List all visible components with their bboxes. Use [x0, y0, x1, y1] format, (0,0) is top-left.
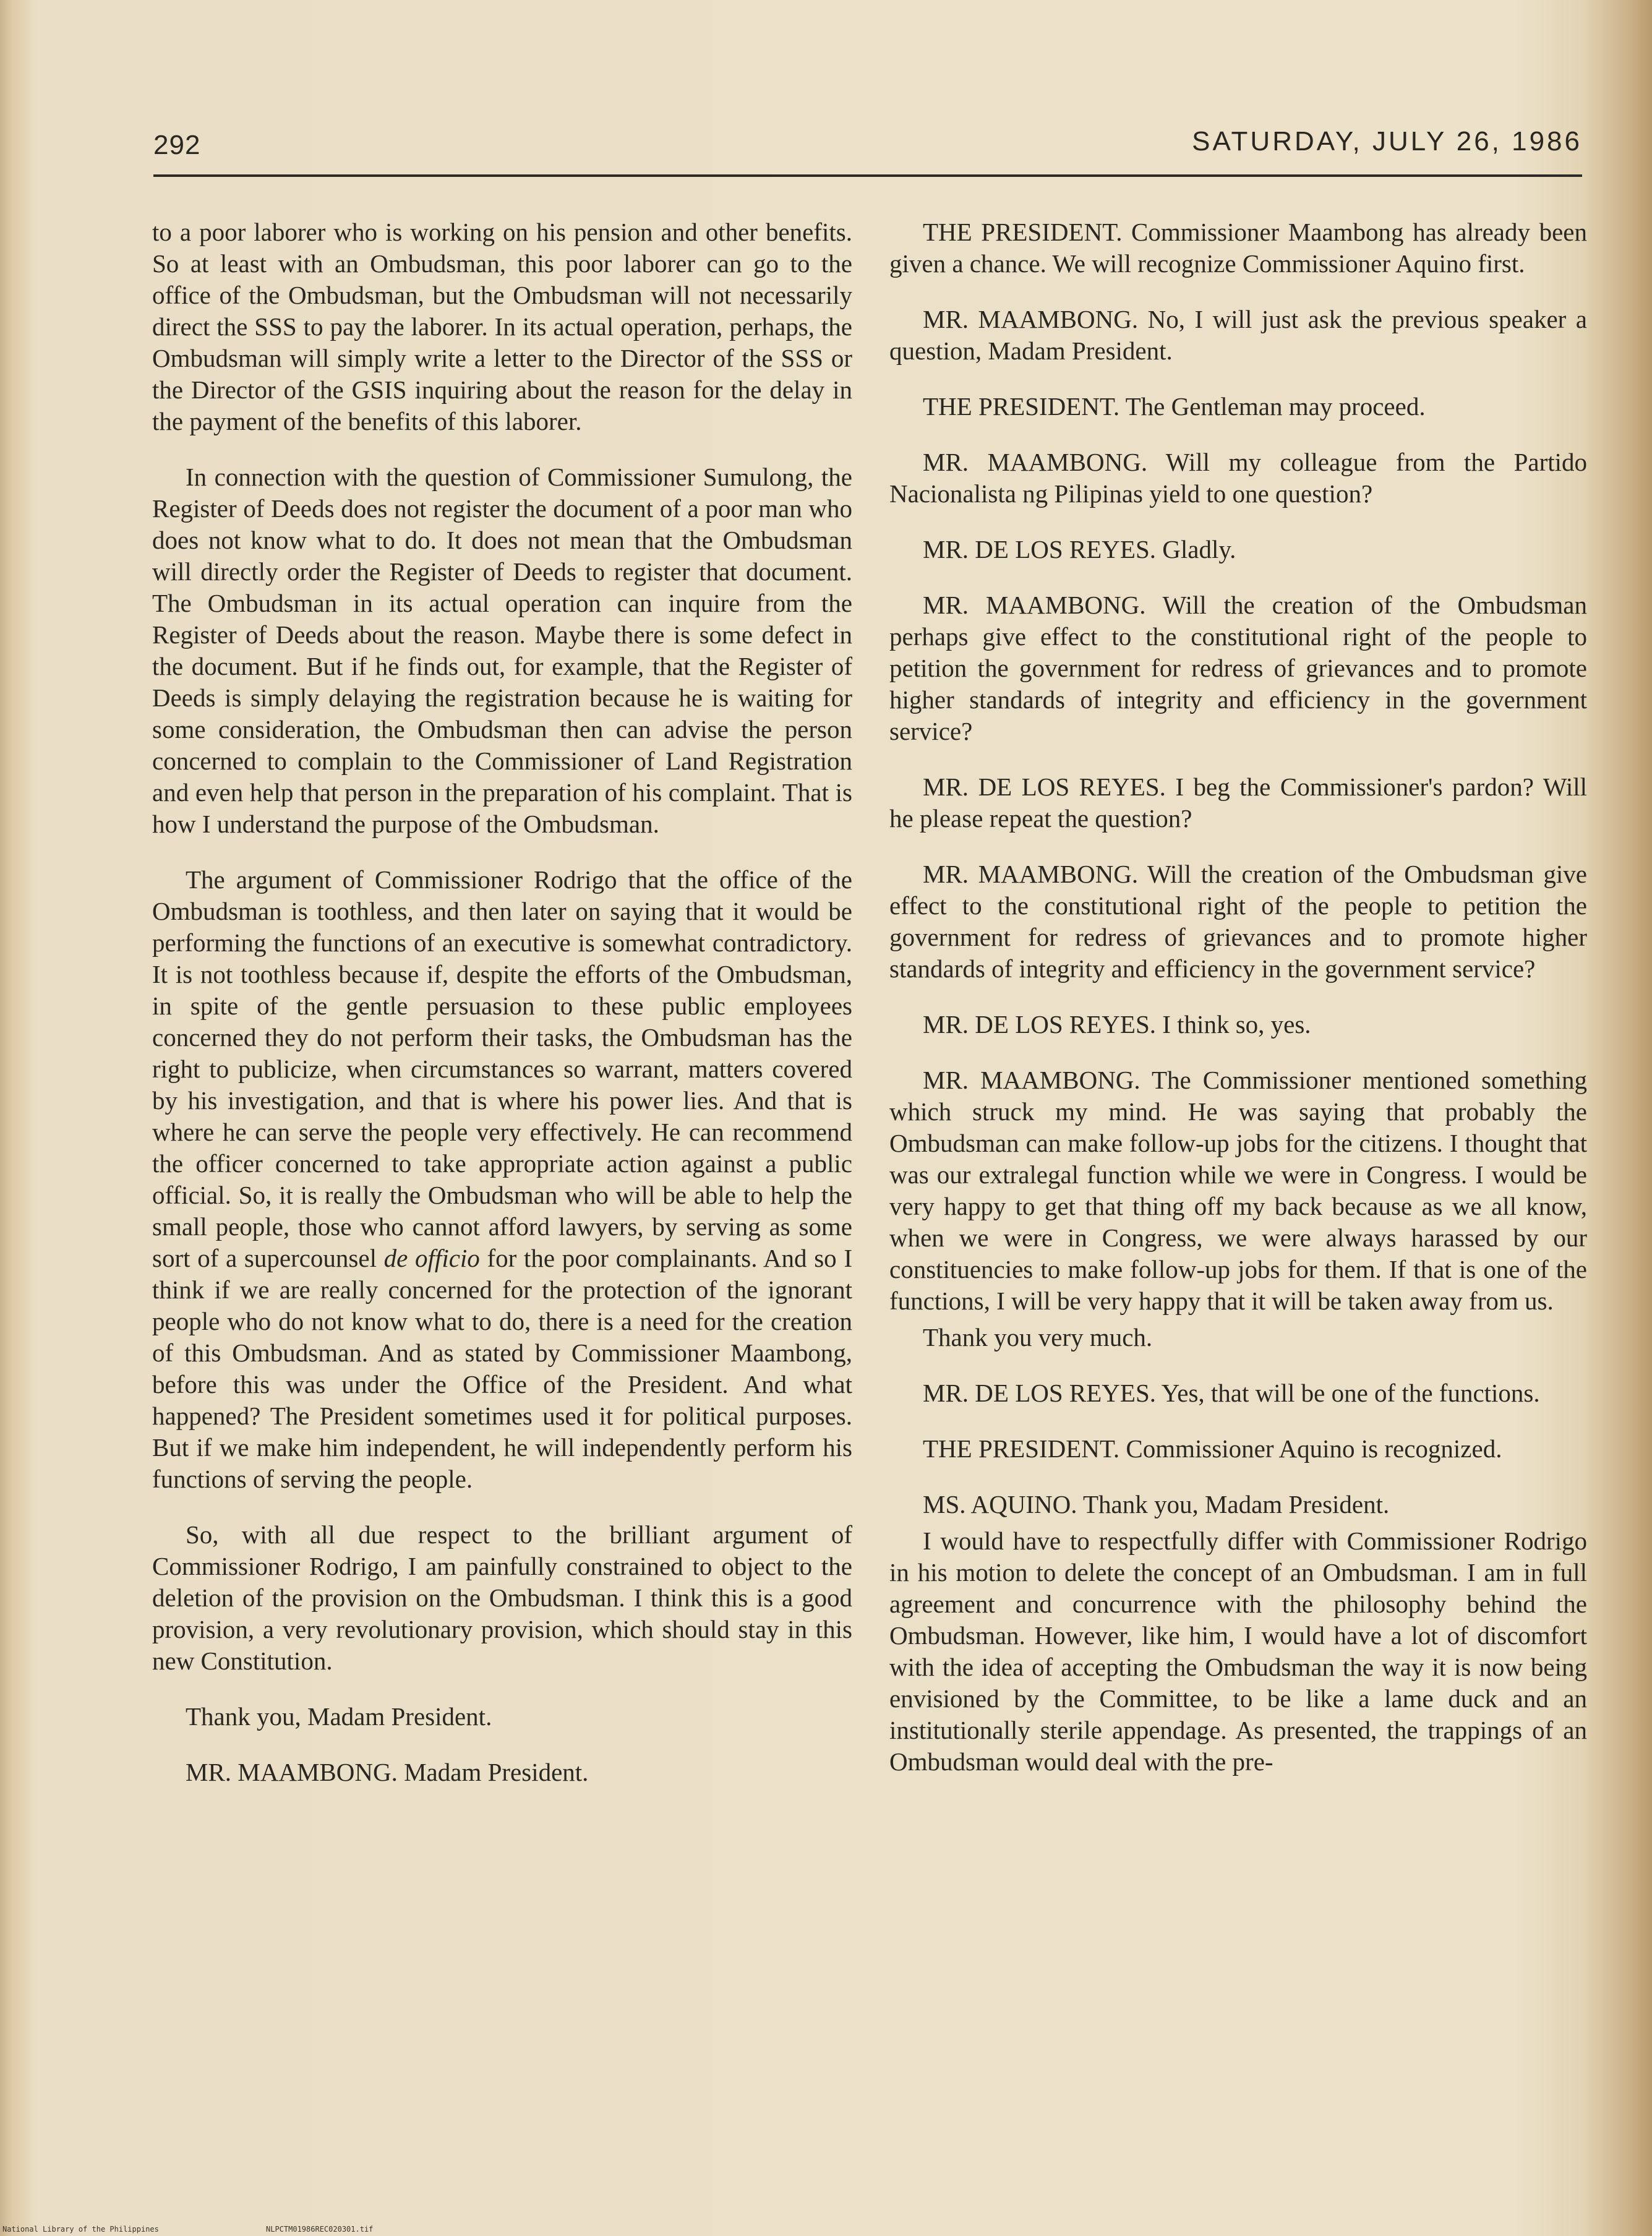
paragraph: MR. MAAMBONG. Madam President. — [186, 1758, 589, 1786]
paragraph — [152, 864, 852, 1495]
paragraph: I would have to respectfully differ with Commissioner Rodrigo in his motion to delete the concept of an Ombudsman. I am in full agreement and concurrence with the philosophy behind the Ombudsman. However, like him, I would have a lot of discomfort with the idea of accepting the Ombudsman the way it is now being envisioned by the Committee, to be like a lame duck and an institutionally sterile appendage. As presented, the trappings of an Ombudsman would deal with the pre- — [889, 1527, 1587, 1776]
header-date: SATURDAY, JULY 26, 1986 — [1192, 126, 1582, 156]
left-column — [152, 216, 852, 1812]
paragraph: MR. DE LOS REYES. Yes, that will be one of the functions. — [923, 1379, 1540, 1407]
right-column — [889, 216, 1587, 1802]
paragraph: Thank you, Madam President. — [186, 1702, 492, 1731]
italic-phrase: de officio — [383, 1244, 480, 1272]
text-run: for the poor complainants. And so I think if we are really concerned for the protection of the ignorant people who do not know what to do, there is a need for the creation of this Ombudsman. And as stated by Commissioner Maambong, before this was under the Office of the President. And what happened? The President sometimes used it for political purposes. But if we make him independent, he will independently perform his functions of serving the people. — [152, 1244, 852, 1493]
scan-footer — [0, 2224, 1652, 2236]
paragraph: MR. MAAMBONG. Will the creation of the Ombudsman perhaps give effect to the constitutional right of the people to petition the government for redress of grievances and to promote higher standards of integrity and efficiency in the government service? — [889, 591, 1587, 745]
footer-file: NLPCTM01986REC020301.tif — [266, 2225, 374, 2234]
paragraph: MR. MAAMBONG. No, I will just ask the previous speaker a question, Madam President. — [889, 305, 1587, 365]
paragraph: MR. MAAMBONG. Will the creation of the Ombudsman give effect to the constitutional right of the people to petition the government for redress of grievances and to promote higher standards of integrity and efficiency in the government service? — [889, 860, 1587, 983]
paragraph: MR. DE LOS REYES. I beg the Commissioner's pardon? Will he please repeat the question? — [889, 773, 1587, 833]
paragraph: MR. DE LOS REYES. I think so, yes. — [923, 1010, 1311, 1039]
paragraph: MR. MAAMBONG. Will my colleague from the Partido Nacionalista ng Pilipinas yield to one question? — [889, 448, 1587, 508]
header-rule — [153, 174, 1582, 177]
page-header — [153, 124, 1582, 173]
paragraph: MR. MAAMBONG. The Commissioner mentioned something which struck my mind. He was saying that probably the Ombudsman can make follow-up jobs for the citizens. I thought that was our extralegal function while we were in Congress. I would be very happy to get that thing off my back because as we all know, when we were in Congress, we were always harassed by our constituencies to make follow-up jobs for them. If that is one of the functions, I will be very happy that it will be taken away from us. — [889, 1066, 1587, 1315]
text-run: The argument of Commissioner Rodrigo that the office of the Ombudsman is toothless, and then later on saying that it would be performing the functions of an executive is somewhat contradictory. It is not toothless because if, despite the efforts of the Ombudsman, in spite of the gentle persuasion to these public employees concerned they do not perform their tasks, the Ombudsman has the right to publicize, when circumstances so warrant, matters covered by his investigation, and that is where his power lies. And that is where he can serve the people very effectively. He can recommend the officer concerned to take appropriate action against a public official. So, it is really the Ombudsman who will be able to help the small people, those who cannot afford lawyers, by serving as some sort of a supercounsel — [152, 865, 852, 1272]
paragraph: So, with all due respect to the brilliant argument of Commissioner Rodrigo, I am painfully constrained to object to the deletion of the provision on the Ombudsman. I think this is a good provision, a very revolutionary provision, which should stay in this new Constitution. — [152, 1520, 852, 1675]
paragraph: MR. DE LOS REYES. Gladly. — [923, 535, 1236, 563]
paragraph: Thank you very much. — [923, 1323, 1153, 1351]
paragraph: In connection with the question of Commissioner Sumulong, the Register of Deeds does not register the document of a poor man who does not know what to do. It does not mean that the Ombudsman will directly order the Register of Deeds to register that document. The Ombudsman in its actual operation can inquire from the Register of Deeds about the reason. Maybe there is some defect in the document. But if he finds out, for example, that the Register of Deeds is simply delaying the registration because he is waiting for some consideration, the Ombudsman then can advise the person concerned to complain to the Commissioner of Land Registration and even help that person in the preparation of his complaint. That is how I understand the purpose of the Ombudsman. — [152, 463, 852, 838]
paragraph: MS. AQUINO. Thank you, Madam President. — [923, 1490, 1390, 1519]
paragraph: to a poor laborer who is working on his pension and other benefits. So at least with an Ombudsman, this poor laborer can go to the office of the Ombudsman, but the Ombudsman will not necessarily direct the SSS to pay the laborer. In its actual operation, perhaps, the Ombudsman will simply write a letter to the Director of the SSS or the Director of the GSIS inquiring about the reason for the delay in the payment of the benefits of this laborer. — [152, 218, 852, 435]
page-number: 292 — [153, 130, 201, 160]
footer-source: National Library of the Philippines — [2, 2225, 159, 2234]
paragraph: THE PRESIDENT. Commissioner Aquino is recognized. — [923, 1434, 1502, 1463]
paragraph: THE PRESIDENT. The Gentleman may proceed. — [923, 392, 1426, 421]
paragraph: THE PRESIDENT. Commissioner Maambong has already been given a chance. We will recognize Commissioner Aquino first. — [889, 218, 1587, 278]
